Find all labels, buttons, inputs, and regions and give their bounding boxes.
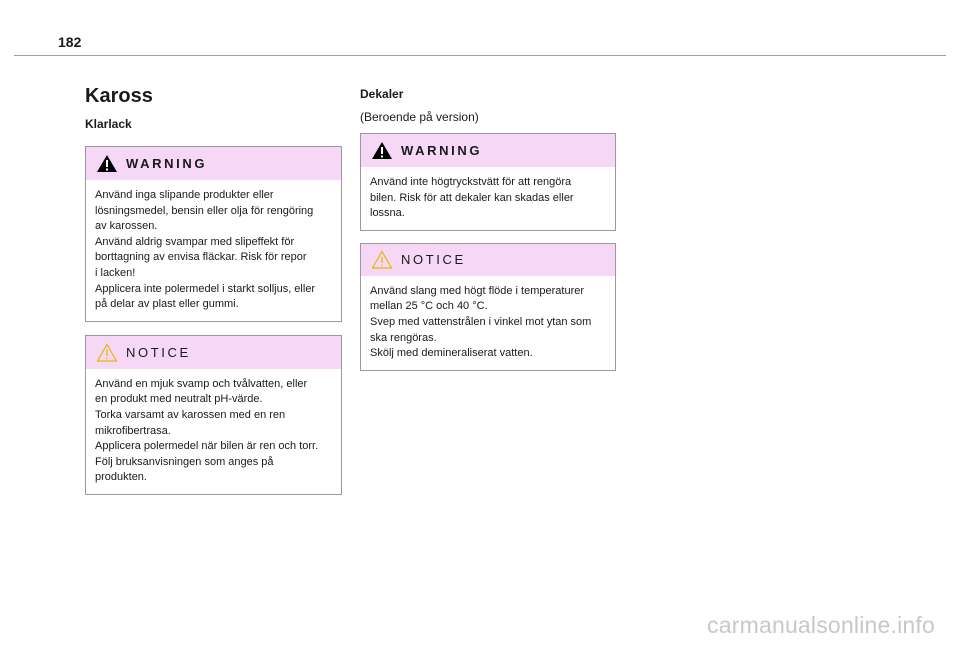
warning-text <box>361 167 615 230</box>
text-line: bilen. Risk för att dekaler kan skadas eller <box>370 191 574 204</box>
warning-box <box>85 146 342 322</box>
notice-header <box>86 336 341 369</box>
warning-header <box>86 147 341 180</box>
left-column <box>85 84 342 495</box>
text-line: en produkt med neutralt pH-värde. <box>95 393 263 406</box>
text-line: Skölj med demineraliserat vatten. <box>370 347 533 360</box>
text-line: borttagning av envisa fläckar. Risk för repor <box>95 251 307 264</box>
warning-box <box>360 133 616 231</box>
warning-triangle-icon <box>96 154 118 173</box>
notice-text <box>86 369 341 494</box>
text-line: Följ bruksanvisningen som anges på <box>95 455 274 468</box>
text-line: Torka varsamt av karossen med en ren <box>95 408 286 421</box>
warning-label: WARNING <box>126 156 208 171</box>
warning-header <box>361 134 615 167</box>
text-line: produkten. <box>95 471 147 484</box>
version-note: (Beroende på version) <box>360 110 479 124</box>
text-line: Applicera polermedel när bilen är ren och torr. <box>95 440 319 453</box>
notice-box <box>360 243 616 371</box>
text-line: mikrofibertrasa. <box>95 424 171 437</box>
warning-text <box>86 180 341 321</box>
text-line: i lacken! <box>95 266 136 279</box>
notice-header <box>361 244 615 276</box>
section-title: Kaross <box>85 85 153 107</box>
text-line: Använd inte högtryckstvätt för att rengöra <box>370 176 572 188</box>
notice-triangle-icon <box>96 343 118 362</box>
text-line: ska rengöras. <box>370 331 437 344</box>
text-line: Använd aldrig svampar med slipeffekt för <box>95 235 295 248</box>
text-line: på delar av plast eller gummi. <box>95 298 239 311</box>
text-line: Använd inga slipande produkter eller <box>95 189 274 201</box>
notice-triangle-icon <box>371 250 393 269</box>
text-line: Svep med vattenstrålen i vinkel mot ytan som <box>370 315 592 328</box>
text-line: lossna. <box>370 207 405 220</box>
subheading-dekaler: Dekaler <box>360 87 404 101</box>
text-line: Använd slang med högt flöde i temperaturer <box>370 284 585 297</box>
text-line: mellan 25 °C och 40 °C. <box>370 300 488 313</box>
warning-label: WARNING <box>401 143 483 158</box>
notice-box <box>85 335 342 495</box>
notice-text <box>361 276 615 370</box>
watermark: carmanualsonline.info <box>707 612 935 638</box>
subheading-klarlack: Klarlack <box>85 117 132 131</box>
header-divider <box>14 55 946 56</box>
notice-label: NOTICE <box>126 344 191 360</box>
text-line: av karossen. <box>95 220 158 233</box>
warning-triangle-icon <box>371 141 393 160</box>
notice-label: NOTICE <box>401 252 466 268</box>
text-line: lösningsmedel, bensin eller olja för rengöring <box>95 204 314 217</box>
right-column <box>360 84 616 371</box>
text-line: Applicera inte polermedel i starkt solljus, eller <box>95 282 316 295</box>
page-number: 182 <box>58 34 82 50</box>
text-line: Använd en mjuk svamp och tvålvatten, eller <box>95 377 308 390</box>
